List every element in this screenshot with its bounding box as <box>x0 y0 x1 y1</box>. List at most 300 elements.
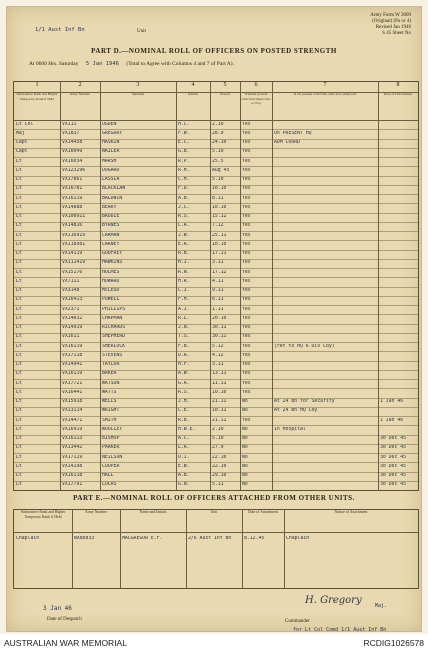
column-header: Army Number <box>69 92 91 96</box>
table-cell: On PRESENT HQ <box>274 130 312 136</box>
table-cell: VX14032 <box>62 315 83 321</box>
table-cell: Lt <box>16 232 22 238</box>
table-cell: 5.12 <box>212 343 224 349</box>
table-cell: Lt <box>16 463 22 469</box>
table-cell: H.C. <box>178 121 190 127</box>
table-cell: G.A. <box>178 380 190 386</box>
table-cell: VX16034 <box>62 158 83 164</box>
table-cell: BLACKLAW <box>102 186 126 192</box>
army-form-sheet <box>6 6 422 632</box>
table-cell: VX17721 <box>62 380 83 386</box>
table-cell: RICHARDS <box>102 325 126 330</box>
table-cell: Yes <box>242 315 251 321</box>
table-cell: C.A. <box>178 223 190 229</box>
table-cell: 30 Dec 45 <box>380 445 406 451</box>
table-cell: Yes <box>242 362 251 367</box>
column-number: 3 <box>136 82 140 88</box>
table-cell: WATTS <box>102 389 117 395</box>
table-cell: In Hospital <box>274 426 306 432</box>
table-cell: 1 Jan 46 <box>380 399 404 404</box>
column-number: 8 <box>396 82 400 88</box>
table-cell: Yes <box>242 140 251 145</box>
table-cell: R.L. <box>178 315 190 321</box>
form-ref-line: Revised Jan 1940 <box>375 25 411 30</box>
table-cell: VX123296 <box>62 167 86 173</box>
table-cell: McLEOD <box>102 288 120 293</box>
table-cell: VX2371 <box>62 306 80 312</box>
table-cell: Yes <box>242 380 251 386</box>
table-cell: Yes <box>242 297 251 303</box>
commander-unit: for Lt Col Comd 1/1 Aust Inf Bn <box>293 627 387 632</box>
table-cell: BISHOP <box>102 436 120 441</box>
table-cell: Lt <box>16 288 22 293</box>
column-header: Nature of Attachment <box>334 510 368 514</box>
officers-posted-table <box>13 81 419 491</box>
table-cell: 30.11 <box>212 325 227 330</box>
column-header: Surname <box>131 92 145 96</box>
table-cell: (ret to HQ 6 Div Coy) <box>274 343 335 349</box>
table-cell: Lt <box>16 223 22 229</box>
table-cell: LASSLA <box>102 177 120 182</box>
table-cell: 1.11 <box>212 306 224 312</box>
table-cell: VX1837 <box>62 130 80 136</box>
table-cell: SHEPHERD <box>102 334 126 340</box>
table-cell: 20.10 <box>212 315 227 321</box>
table-cell: 29.10 <box>212 473 227 478</box>
table-cell: 10.11 <box>212 408 227 414</box>
table-cell: Yes <box>242 288 251 293</box>
column-header: If not present with Unit, state how employed <box>293 92 357 96</box>
table-cell: A.B. <box>178 195 190 201</box>
table-cell: F.D. <box>178 186 190 192</box>
table-cell: 5.10 <box>212 436 224 441</box>
form-reference <box>321 13 411 37</box>
table-cell: No <box>242 454 248 460</box>
part-e-title: PART E.—NOMINAL ROLL OF OFFICERS ATTACHED FROM OTHER UNITS. <box>73 494 355 502</box>
table-cell: GREGORY <box>102 130 123 136</box>
table-cell: PARKER <box>102 445 120 451</box>
table-cell: Lt <box>16 436 22 441</box>
table-cell: HASKIN <box>102 140 120 145</box>
table-cell: No <box>242 445 248 451</box>
table-cell: VX1611 <box>62 334 80 340</box>
table-cell: 25.11 <box>212 232 227 238</box>
table-cell: D.A. <box>178 352 190 358</box>
table-cell: 24.10 <box>212 140 227 145</box>
table-cell: 8.11 <box>212 195 224 201</box>
table-cell: VX16113 <box>62 436 83 441</box>
table-cell: 1 Jan 46 <box>380 417 404 423</box>
table-cell: VX16119 <box>62 371 83 377</box>
table-cell: Lt <box>16 158 22 164</box>
table-cell: R.S. <box>178 214 190 219</box>
table-cell: F.H. <box>178 297 190 303</box>
column-number: 6 <box>254 82 258 88</box>
table-cell: Lt <box>16 426 22 432</box>
table-cell: Yes <box>242 130 251 136</box>
part-d-subtitle <box>29 61 234 67</box>
table-cell: Lt <box>16 214 22 219</box>
table-cell: 30 Dec 45 <box>380 482 406 488</box>
table-cell: VX15918 <box>62 399 83 404</box>
table-cell: Lt <box>16 204 22 210</box>
table-cell: VX16119 <box>62 195 83 201</box>
table-cell: VX14816 <box>62 223 83 229</box>
table-cell: HOLMES <box>102 269 120 275</box>
table-cell: 9.11 <box>212 288 224 293</box>
part-d-date: 5 Jan 1946 <box>85 61 119 67</box>
table-cell: Lt <box>16 473 22 478</box>
table-cell: ADM COORD <box>274 140 300 145</box>
table-cell: Yes <box>242 343 251 349</box>
table-cell: VX100911 <box>62 214 86 219</box>
column-number: 2 <box>78 82 82 88</box>
table-cell: 2/6 Aust Inf Bn <box>188 536 232 541</box>
table-cell: COOPER <box>102 463 120 469</box>
table-cell: E.C. <box>178 140 190 145</box>
table-cell: WRIGHT <box>102 408 120 414</box>
table-cell: VX116919 <box>62 232 86 238</box>
table-cell: 10.10 <box>212 186 227 192</box>
table-cell: Lt <box>16 251 22 256</box>
table-cell: Yes <box>242 389 251 395</box>
table-cell: Lt <box>16 260 22 266</box>
column-number: 5 <box>223 82 227 88</box>
table-cell: H.R. <box>178 278 190 284</box>
table-cell: Lt <box>16 352 22 358</box>
table-cell: G.N. <box>178 482 190 488</box>
table-cell: Yes <box>242 352 251 358</box>
table-cell: POWELL <box>102 297 120 303</box>
table-cell: Lt <box>16 389 22 395</box>
table-cell: R.H. <box>178 167 190 173</box>
table-cell: 30 Dec 45 <box>380 454 406 460</box>
table-cell: 30 Dec 45 <box>380 436 406 441</box>
column-number: 7 <box>323 82 327 88</box>
table-cell: C.H. <box>178 177 190 182</box>
table-cell: 4.12 <box>212 352 224 358</box>
table-cell: J.C. <box>178 204 190 210</box>
form-ref-line: (Original) (Pa or 4) <box>372 19 411 24</box>
table-cell: T.S. <box>178 334 190 340</box>
table-cell: Aug 45 <box>212 167 230 173</box>
column-header: Name and Initials <box>139 510 167 514</box>
table-cell: 2.10 <box>212 121 224 127</box>
table-cell: VX16413 <box>62 297 83 303</box>
table-cell: No <box>242 399 248 404</box>
table-cell: VX14941 <box>62 362 83 367</box>
table-cell: Yes <box>242 334 251 340</box>
table-cell: VX111 <box>62 121 77 127</box>
table-cell: VX17791 <box>62 482 83 488</box>
table-cell: Lt <box>16 417 22 423</box>
table-cell: J.W. <box>178 232 190 238</box>
table-cell: Lt <box>16 454 22 460</box>
table-cell: Lt <box>16 297 22 303</box>
table-cell: SMITH <box>102 417 117 423</box>
table-cell: WATSON <box>102 380 120 386</box>
table-cell: Lt <box>16 186 22 192</box>
table-cell: Lt <box>16 371 22 377</box>
table-cell: Yes <box>242 260 251 266</box>
table-cell: Yes <box>242 121 251 127</box>
table-cell: Lt <box>16 325 22 330</box>
table-cell: Yes <box>242 158 251 164</box>
table-cell: No <box>242 463 248 469</box>
table-cell: VX17861 <box>62 177 83 182</box>
table-cell: G.B. <box>178 149 190 155</box>
table-cell: Yes <box>242 186 251 192</box>
table-cell: 17.12 <box>212 269 227 275</box>
table-cell: BAKER <box>102 371 117 377</box>
table-cell: CARNEY <box>102 241 120 247</box>
table-cell: At 24 Bn for Security <box>274 399 335 404</box>
table-cell: DUGARD <box>102 167 120 173</box>
table-cell: MARSH <box>102 158 117 164</box>
table-cell: No <box>242 473 248 478</box>
table-cell: J.H. <box>178 399 190 404</box>
table-cell: 2.10 <box>212 426 224 432</box>
table-cell: CHAPMAN <box>102 315 123 321</box>
table-cell: 27.9 <box>212 445 224 451</box>
table-cell: H.F. <box>178 362 190 367</box>
column-header: Army Number <box>84 510 108 514</box>
table-cell: VX14471 <box>62 417 83 423</box>
table-cell: CARMAN <box>102 232 120 238</box>
column-header: Substantive Rank and Higher Temporary Rank if Held <box>16 92 58 101</box>
table-cell: 30 Dec 45 <box>380 463 406 469</box>
table-cell: 30.11 <box>212 334 227 340</box>
form-ref-line: Army Form W 3009 <box>370 13 411 18</box>
table-cell: Lt <box>16 306 22 312</box>
table-cell: At 24 Bn HQ Coy <box>274 408 318 414</box>
header-divider <box>14 532 418 533</box>
table-cell: HALL <box>102 473 114 478</box>
table-cell: Yes <box>242 371 251 377</box>
table-cell: BERRY <box>102 204 117 210</box>
table-cell: 5.11 <box>212 482 224 488</box>
table-cell: VX111419 <box>62 260 86 266</box>
table-cell: VX118981 <box>62 241 86 247</box>
table-cell: L.A. <box>178 445 190 451</box>
table-cell: VX14119 <box>62 251 83 256</box>
table-cell: J.N. <box>178 325 190 330</box>
table-cell: 4.11 <box>212 278 224 284</box>
table-cell: LUCAS <box>102 482 117 488</box>
officers-attached-table <box>13 509 419 589</box>
table-cell: R.P. <box>178 158 190 164</box>
table-cell: 10.10 <box>212 204 227 210</box>
table-cell: No <box>242 436 248 441</box>
table-cell: Lt <box>16 362 22 367</box>
table-cell: R.B. <box>178 417 190 423</box>
table-cell: H.W.E. <box>178 426 196 432</box>
part-d-title: PART D.—NOMINAL ROLL OF OFFICERS ON POSTED STRENGTH <box>91 47 337 55</box>
table-cell: 15.12 <box>212 214 227 219</box>
table-cell: Lt <box>16 195 22 201</box>
table-cell: VX14198 <box>62 463 83 469</box>
table-cell: STEVENS <box>102 352 123 358</box>
table-cell: Lt <box>16 315 22 321</box>
form-ref-line: S 45 Sheet No <box>382 31 411 36</box>
table-cell: Lt <box>16 380 22 386</box>
table-cell: 7.12 <box>212 223 224 229</box>
table-cell: OGDEN <box>102 121 117 127</box>
despatch-label: Date of Despatch <box>47 617 82 622</box>
table-cell: Yes <box>242 223 251 229</box>
table-cell: VX17118 <box>62 352 83 358</box>
table-cell: 28.9 <box>212 130 224 136</box>
table-cell: 21.11 <box>212 417 227 423</box>
table-cell: BRODIE <box>102 214 120 219</box>
table-cell: Yes <box>242 278 251 284</box>
table-cell: 25.5 <box>212 158 224 164</box>
table-cell: VX16441 <box>62 389 83 395</box>
table-cell: 8.12.45 <box>244 536 265 541</box>
column-header: Unit <box>210 510 218 514</box>
table-cell: Lt <box>16 269 22 275</box>
table-cell: Yes <box>242 149 251 155</box>
column-header: Whether present with Unit (Insert Yes or No) <box>241 92 271 105</box>
table-cell: WELLS <box>102 399 117 404</box>
table-cell: Yes <box>242 325 251 330</box>
table-cell: Yes <box>242 204 251 210</box>
table-cell: E.A. <box>178 241 190 247</box>
table-cell: C.E. <box>178 408 190 414</box>
part-d-total-note: (Total to Agree with Columns 4 and 7 of Part A). <box>126 61 234 67</box>
table-cell: MACGREGOR E.F. <box>122 536 163 541</box>
table-cell: No <box>242 482 248 488</box>
table-cell: VX16049 <box>62 149 83 155</box>
column-header: Initials <box>188 92 198 96</box>
table-cell: 3.11 <box>212 362 224 367</box>
table-cell: R.B. <box>178 251 190 256</box>
column-number: 1 <box>35 82 39 88</box>
table-cell: 5.10 <box>212 177 224 182</box>
table-cell: HAWKINS <box>102 260 123 266</box>
table-cell: Lt <box>16 278 22 284</box>
table-cell: A.W. <box>178 371 190 377</box>
table-cell: PHILLIPS <box>102 306 126 312</box>
table-cell: Chaplain <box>286 536 310 541</box>
table-cell: VX13442 <box>62 445 83 451</box>
table-cell: NX86833 <box>74 536 95 541</box>
table-cell: Lt <box>16 343 22 349</box>
table-cell: H.J. <box>178 260 190 266</box>
table-cell: VX16919 <box>62 426 83 432</box>
table-cell: Yes <box>242 269 251 275</box>
table-cell: Yes <box>242 232 251 238</box>
table-cell: 22.10 <box>212 463 227 469</box>
table-cell: Lt <box>16 399 22 404</box>
table-cell: A.J. <box>178 306 190 312</box>
table-cell: VX7111 <box>62 278 80 284</box>
table-cell: Lt Col <box>16 121 34 127</box>
table-cell: 10.10 <box>212 389 227 395</box>
table-cell: Lt <box>16 167 22 173</box>
table-cell: F.B. <box>178 343 190 349</box>
table-cell: 10.10 <box>212 241 227 247</box>
unit-handwritten: 1/1 Aust Inf Bn <box>35 27 85 33</box>
table-cell: R.N. <box>178 269 190 275</box>
despatch-date: 3 Jan 46 <box>43 605 72 612</box>
table-cell: Yes <box>242 251 251 256</box>
table-cell: C.J. <box>178 288 190 293</box>
table-cell: 17.11 <box>212 251 227 256</box>
table-cell: VX3148 <box>62 288 80 293</box>
table-cell: 22.10 <box>212 454 227 460</box>
table-cell: E.W. <box>178 463 190 469</box>
table-cell: GODFREY <box>102 251 123 256</box>
table-cell: VX16118 <box>62 473 83 478</box>
table-cell: Lt <box>16 445 22 451</box>
table-cell: A.B. <box>178 473 190 478</box>
table-cell: VX14458 <box>62 140 83 145</box>
table-cell: 13.11 <box>212 371 227 377</box>
table-cell: Maj <box>16 130 25 136</box>
table-cell: VX17119 <box>62 454 83 460</box>
table-cell: F.W. <box>178 130 190 136</box>
column-header: Substantive Rank and Higher Temporary Rank if Held <box>20 510 66 519</box>
table-cell: Yes <box>242 167 251 173</box>
table-cell: BALDWIN <box>102 195 123 201</box>
column-header: Date of Detachment <box>383 92 413 96</box>
table-cell: Chaplain <box>16 536 40 541</box>
table-cell: SHERLOCK <box>102 343 126 349</box>
table-cell: VX16781 <box>62 186 83 192</box>
table-cell: D.J. <box>178 454 190 460</box>
table-cell: Yes <box>242 417 251 423</box>
table-cell: R.S. <box>178 389 190 395</box>
table-cell: No <box>242 426 248 432</box>
table-cell: Yes <box>242 177 251 182</box>
table-cell: Yes <box>242 214 251 219</box>
commander-label: Commander <box>285 619 310 624</box>
part-d-at: At 0600 Hrs. Saturday <box>29 61 79 67</box>
table-cell: No <box>242 408 248 414</box>
archive-record-id: RCDIG1026578 <box>363 638 424 648</box>
commander-signature: H. Gregory <box>305 595 362 606</box>
table-cell: Lt <box>16 241 22 247</box>
table-cell: Lt <box>16 334 22 340</box>
column-header: Date of Attachment <box>248 510 278 514</box>
table-cell: Yes <box>242 241 251 247</box>
table-cell: Yes <box>242 195 251 201</box>
table-cell: WOOLLEY <box>102 426 123 432</box>
table-cell: A.C. <box>178 436 190 441</box>
table-cell: 21.11 <box>212 399 227 404</box>
table-cell: NEILSON <box>102 454 123 460</box>
table-cell: Lt <box>16 408 22 414</box>
table-cell: 11.11 <box>212 380 227 386</box>
table-cell: 30 Dec 45 <box>380 473 406 478</box>
signature-rank: Maj. <box>375 603 388 609</box>
table-cell: 3.11 <box>212 260 224 266</box>
table-cell: 5.10 <box>212 149 224 155</box>
table-cell: HOWARD <box>102 278 120 284</box>
table-cell: Capt <box>16 140 28 145</box>
table-cell: Capt <box>16 149 28 155</box>
table-cell: VX13114 <box>62 408 83 414</box>
archive-name: AUSTRALIAN WAR MEMORIAL <box>4 638 127 648</box>
column-number: 4 <box>191 82 195 88</box>
table-cell: NAILER <box>102 149 120 155</box>
table-cell: 6.11 <box>212 297 224 303</box>
table-cell: VX16119 <box>62 343 83 349</box>
table-cell: Yes <box>242 306 251 312</box>
table-cell: BYRNES <box>102 223 120 229</box>
table-cell: VX14919 <box>62 325 83 330</box>
